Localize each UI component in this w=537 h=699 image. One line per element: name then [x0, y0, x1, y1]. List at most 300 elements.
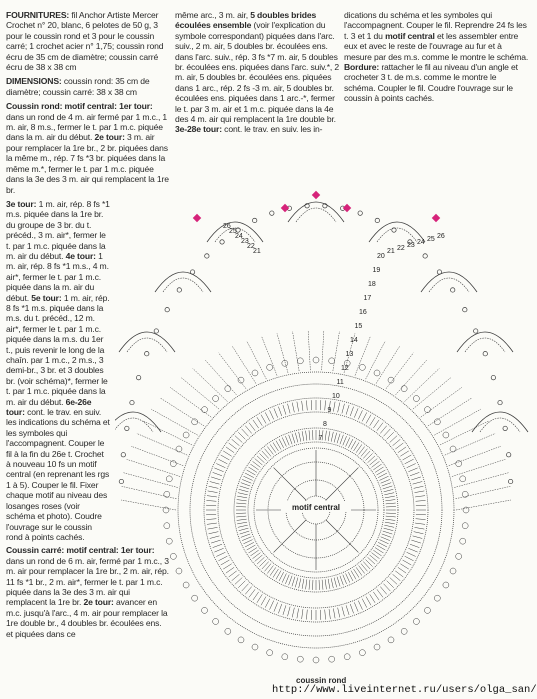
chart-chain-loop [344, 654, 350, 660]
chart-stitch [373, 420, 379, 428]
chart-chain-loop [329, 656, 335, 662]
chart-stitch [408, 548, 417, 552]
chart-picot [503, 426, 507, 430]
chart-stitch [309, 580, 310, 590]
chart-lattice-line [131, 446, 183, 466]
row-number-right: 25 [427, 236, 435, 243]
chart-stitch [346, 437, 350, 446]
row-number-left: 21 [253, 248, 261, 255]
watermark: http://www.liveinternet.ru/users/olga_san/ [272, 684, 537, 696]
chart-stitch [213, 544, 222, 547]
chart-stitch [213, 472, 222, 475]
chart-stitch [413, 482, 423, 485]
chart-stitch [384, 584, 391, 591]
chart-chain-loop [359, 650, 365, 656]
chart-stitch [306, 431, 307, 441]
chart-picot [270, 211, 274, 215]
chart-stitch [226, 567, 234, 573]
chart-stitch [334, 433, 337, 443]
chart-stitch [333, 402, 335, 412]
chart-stitch [395, 571, 403, 577]
chart-stitch [257, 594, 262, 602]
chart-chain-loop [424, 607, 430, 613]
chart-scallop [472, 412, 528, 432]
rond-t1-label: 1er tour: [119, 101, 153, 112]
chart-stitch [238, 432, 245, 439]
chart-stitch [236, 503, 246, 504]
chart-stitch [306, 579, 307, 589]
chart-stitch [211, 477, 221, 480]
chart-join-markers [193, 191, 440, 222]
chart-lattice-line [143, 421, 192, 445]
chart-stitch [377, 589, 383, 597]
chart-stitch [279, 439, 284, 448]
chart-stitch [309, 430, 310, 440]
chart-chain-loop [401, 628, 407, 634]
chart-lattice-line [413, 377, 451, 409]
chart-stitch [239, 489, 249, 492]
chart-lattice-line [277, 333, 288, 372]
chart-picot [130, 400, 134, 404]
row-number-right: 23 [407, 242, 415, 249]
chart-lattice-line [449, 446, 501, 466]
chart-stitch [241, 534, 250, 537]
chart-stitch [207, 496, 217, 497]
chart-stitch [245, 426, 251, 434]
chart-stitch [358, 601, 362, 610]
chart-lattice-line [405, 368, 440, 401]
row-number-right: 15 [354, 323, 363, 330]
chart-stitch [235, 578, 242, 585]
chart-stitch [377, 423, 383, 431]
chart-picot [437, 270, 441, 274]
chart-stitch [295, 578, 298, 588]
chart-stitch [302, 401, 303, 411]
chart-stitch [398, 447, 406, 453]
chart-stitch [379, 540, 388, 544]
chart-stitch [243, 540, 252, 544]
chart-stitch [216, 552, 225, 556]
chart-picot [491, 375, 495, 379]
rond-t2-label: 2e tour: [94, 132, 125, 143]
chart-chain-loop [238, 637, 244, 643]
chart-stitch [384, 489, 394, 492]
chart-stitch [242, 537, 251, 541]
chart-stitch [408, 468, 417, 472]
chart-stitch [331, 578, 333, 588]
row-number-right: 10 [332, 393, 340, 400]
row-number-right: 22 [397, 245, 405, 252]
chart-stitch [373, 592, 379, 600]
chart-stitch [306, 610, 307, 620]
chart-stitch [221, 560, 230, 565]
chart-picot [154, 329, 158, 333]
chart-lattice-line [292, 331, 299, 371]
chart-stitch [380, 426, 386, 434]
chart-stitch [416, 519, 426, 520]
chart-chain-loop [313, 657, 319, 663]
chart-chain-loop [460, 538, 466, 544]
chart-chain-loop [456, 553, 462, 559]
row-number-right: 16 [359, 309, 367, 316]
chart-picot [423, 254, 427, 258]
row-number-right: 18 [368, 281, 376, 288]
chart-stitch [386, 503, 396, 504]
chart-chain-loop [413, 396, 419, 402]
chart-chain-loop [267, 364, 273, 370]
chart-picot [177, 288, 181, 292]
chart-chain-loop [462, 523, 468, 529]
chart-stitch [405, 459, 414, 464]
chart-stitch [265, 412, 270, 421]
rond-t626-label: 6e-26e tour: [6, 396, 92, 418]
chart-chain-loop [202, 407, 208, 413]
chart-lattice-line [386, 353, 414, 389]
chart-stitch [292, 403, 294, 413]
chart-chain-loop [434, 595, 440, 601]
col3-text-c: rattacher le fil au niveau d'un angle et crocheter 3 t. de m.s. comme le montre le schéma. Coupler le fil. Coudre l'ouvrage sur le coussin à points cachés. [344, 62, 518, 104]
chart-chain-loop [163, 507, 169, 513]
chart-picot [506, 453, 510, 457]
chart-stitch [242, 479, 251, 483]
chart-stitch [253, 592, 259, 600]
chart-stitch [282, 573, 286, 582]
join-marker-diamond [281, 204, 289, 212]
chart-stitch [403, 455, 412, 460]
row-number-right: 26 [437, 233, 445, 240]
chart-stitch [390, 436, 397, 443]
chart-stitch [366, 597, 371, 606]
chart-lattice-line [124, 473, 178, 488]
row-number-right: 24 [417, 239, 425, 246]
chart-chain-loop [460, 476, 466, 482]
chart-stitch [380, 587, 386, 595]
chart-stitch [383, 486, 393, 489]
row-number-left: 22 [247, 243, 255, 250]
chart-stitch [278, 407, 281, 416]
chart-stitch [370, 594, 375, 602]
rond-t626-text: cont. le trav. en suiv. les indications du schéma et les symboles qui l'accompagnent. Couper le fil à la fin du 26e t. Crochet à nouveau 10 fs un motif central (en reprenant les rgs 1 à 5). Couper le fil. Fixer chaque motif au niveau des losanges roses (voir schéma et photo). Coudre l'ouvrage sur le coussin rond à points cachés. [6, 407, 110, 542]
row-number-left: 26 [223, 223, 231, 230]
chart-stitch [306, 400, 307, 410]
row-number-right: 9 [327, 407, 332, 414]
chart-stitch [329, 609, 330, 619]
chart-stitch [338, 608, 340, 618]
row-number-right: 20 [377, 253, 385, 260]
chart-stitch [210, 482, 220, 485]
join-marker-diamond [343, 204, 351, 212]
chart-chain-loop [164, 523, 170, 529]
instructions-column-right [344, 10, 530, 104]
col2-text-b: (voir l'explication du symbole correspondant) piquées dans l'arc. suiv., 2 m. air, 5 doubles br. écoulées ens. dans l'arc. suiv., rép. 3 fs *7 m. air, 5 doubles br. écoulées ens. piquées dans l'arc. suiv.*, 2 m. air, 5 doubles br. écoulées ens. piquées dans 1 arc., rép. 2 fs -3 m. air, 5 doubles br. écoulées ens. piquées dans 1 arc.-*, fermer le t. par 3 m. air et 1 m.c. piquée dans la 4e des 4 m. air qui remplacent la 1re double br. [175, 20, 340, 125]
col3-bold-b: Bordure: [344, 62, 380, 73]
chart-stitch [350, 407, 353, 416]
chart-stitch [383, 531, 393, 534]
row-number-right: 17 [363, 295, 372, 302]
chart-stitch [343, 575, 347, 584]
chart-chain-loop [164, 491, 170, 497]
chart-stitch [229, 443, 237, 449]
chart-picot [125, 426, 129, 430]
chart-stitch [279, 572, 284, 581]
chart-stitch [382, 534, 391, 537]
chart-stitch [337, 577, 340, 587]
chart-stitch [282, 437, 286, 446]
chart-stitch [297, 402, 299, 412]
chart-stitch [285, 436, 289, 445]
chart-lattice-line [396, 360, 427, 395]
chart-stitch [235, 436, 242, 443]
chart-stitch [288, 607, 291, 617]
carre-t1-label: 1er tour: [120, 545, 155, 556]
chart-stitch [411, 540, 421, 543]
chart-stitch [216, 464, 225, 468]
chart-chain-loop [282, 360, 288, 366]
chart-stitch [322, 580, 323, 590]
carre-title: Coussin carré: motif central: [6, 545, 119, 556]
chart-stitch [299, 578, 301, 588]
chart-picot [450, 288, 454, 292]
chart-stitch [261, 597, 266, 606]
chart-chain-loop [443, 432, 449, 438]
chart-chain-loop [297, 358, 303, 364]
chart-scallop-inner [163, 278, 203, 292]
chart-stitch [385, 496, 395, 498]
carre-t2-label: 2e tour: [83, 597, 114, 608]
chart-stitch [378, 473, 387, 478]
rond-t1-text: dans un rond de 4 m. air fermé par 1 m.c., 1 m. air, 8 m.s., fermer le t. par 1 m.c. piquée dans la m. air du début. [6, 111, 168, 143]
chart-stitch [289, 435, 292, 444]
chart-stitch [241, 483, 250, 486]
chart-stitch [289, 576, 292, 585]
chart-stitch [384, 493, 394, 495]
chart-stitch [325, 400, 326, 410]
chart-stitch [211, 540, 221, 543]
chart-scallop-inner [465, 338, 505, 352]
chart-stitch [398, 567, 406, 573]
chart-stitch [292, 577, 295, 587]
chart-chain-loop [456, 461, 462, 467]
chart-stitch [350, 604, 353, 613]
col3-text-b: et les assembler entre eux et avec le reste de l'ouvrage au fur et à mesure par des m.s. comme le montre le schéma. [344, 30, 529, 62]
chart-picot [220, 240, 224, 244]
chart-stitch [270, 601, 274, 610]
chart-chain-loop [213, 618, 219, 624]
chart-stitch [245, 587, 251, 595]
chart-chain-loop [374, 370, 380, 376]
chart-stitch [218, 556, 227, 561]
chart-stitch [381, 479, 390, 483]
chart-chain-loop [359, 364, 365, 370]
chart-stitch [237, 496, 247, 498]
chart-scallop [421, 272, 477, 292]
chart-scallop [155, 272, 211, 292]
chart-stitch [405, 556, 414, 561]
chart-stitch [385, 522, 395, 524]
chart-picot [145, 352, 149, 356]
chart-stitch [238, 525, 248, 527]
chart-picot [136, 375, 140, 379]
col2-bold-a: 5 doubles brides écoulées ensemble [175, 10, 317, 31]
chart-lattice-line [440, 421, 489, 445]
chart-stitch [403, 560, 412, 565]
chart-stitch [218, 459, 227, 464]
chart-chain-loop [225, 386, 231, 392]
chart-bottom-label: coussin rond [296, 676, 347, 685]
chart-stitch [328, 431, 330, 441]
chart-stitch [338, 403, 340, 413]
chart-chain-loop [176, 568, 182, 574]
center-label: motif central [291, 503, 341, 512]
chart-picot [375, 218, 379, 222]
chart-stitch [337, 434, 340, 444]
chart-stitch [379, 476, 388, 480]
chart-stitch [283, 605, 286, 615]
chart-chain-loop [462, 491, 468, 497]
chart-stitch [237, 519, 247, 520]
chart-stitch [245, 542, 254, 547]
chart-chain-loop [388, 637, 394, 643]
chart-stitch [354, 408, 358, 417]
chart-picot [498, 400, 502, 404]
chart-stitch [384, 525, 394, 527]
chart-stitch [285, 575, 289, 584]
carre-t1-text: dans un rond de 6 m. air, fermé par 1 m.c., 3 m. air pour remplacer la 1re br., 2 m. air, rép. 11 fs *1 br., 2 m. air*, fermer le t. par 1 m.c. piquée dans la 3e des 3 m. air qui remplacent la 1re br. [6, 555, 169, 608]
chart-stitch [292, 434, 295, 444]
fournitures-text: fil Anchor Artiste Mercer Crochet n° 20, blanc, 6 pelotes de 50 g, 3 pour le coussin rond et 3 pour le coussin carré; 1 crochet acier n° 1,75; coussin rond écru de 35 cm de diamètre; coussin carré écru de 38 x 38 cm [6, 10, 164, 73]
chart-stitch [384, 429, 391, 436]
chart-stitch [223, 564, 231, 569]
chart-picot [392, 228, 396, 232]
chart-picot [190, 270, 194, 274]
chart-stitch [407, 552, 416, 556]
chart-picot [165, 307, 169, 311]
row-number-right: 12 [341, 365, 349, 372]
chart-chain-loop [225, 628, 231, 634]
rond-t5-label: 5e tour: [31, 292, 62, 303]
chart-lattice-line [247, 341, 267, 379]
chart-stitch [206, 519, 216, 520]
chart-scallop [119, 332, 175, 352]
chart-stitch [325, 431, 326, 441]
chart-picot [358, 211, 362, 215]
chart-scallop-inner [429, 278, 469, 292]
chart-stitch [342, 607, 345, 617]
chart-stitch [278, 604, 281, 613]
col3-text-a: dications du schéma et les symboles qui l'accompagnent. Couper le fil. Reprendre 24 fs les t. 3 et 1 du [344, 10, 527, 41]
chart-stitch [214, 468, 223, 472]
chart-scallop-inner [127, 338, 167, 352]
chart-stitch [283, 405, 286, 415]
chart-stitch [366, 415, 371, 424]
chart-stitch [384, 528, 394, 531]
chart-stitch [238, 581, 245, 588]
chart-stitch [302, 579, 304, 589]
chart-stitch [414, 486, 424, 488]
chart-stitch [346, 573, 350, 582]
row-number-right: 14 [350, 337, 358, 344]
chart-stitch [354, 602, 358, 611]
chart-stitch [333, 608, 335, 618]
chart-picot [121, 453, 125, 457]
row-number-right: 8 [323, 421, 327, 428]
chart-chain-loop [166, 476, 172, 482]
chart-stitch [297, 608, 299, 618]
chart-stitch [381, 537, 390, 541]
chart-stitch [210, 536, 220, 539]
chart-stitch [346, 605, 349, 615]
chart-stitch [413, 536, 423, 539]
chart-stitch [302, 609, 303, 619]
chart-stitch [208, 527, 218, 529]
chart-lattice-line [181, 377, 219, 409]
row-number-left: 23 [241, 238, 249, 245]
row-number-left: 24 [235, 233, 243, 240]
rond-t4-text: 1 m. air, rép. 8 fs *1 m.s., 4 m. air*, fermer le t. par 1 m.c. piquée dans la m. air du début. [6, 250, 109, 303]
chart-stitch [209, 532, 219, 534]
row-number-right: 7 [318, 435, 323, 442]
chart-lattice-line [456, 500, 511, 510]
chart-stitch [236, 516, 246, 517]
chart-scallop-inner [480, 418, 520, 432]
chart-chain-loop [424, 407, 430, 413]
chart-stitch [292, 608, 294, 618]
row-numbers-right [319, 233, 445, 442]
chart-scallop [457, 332, 513, 352]
chart-stitch [387, 432, 394, 439]
chart-stitch [385, 519, 395, 520]
chart-stitch [253, 420, 259, 428]
col2-text-a: même arc., 3 m. air, [175, 10, 248, 20]
chart-stitch [206, 500, 216, 501]
chart-stitch [240, 531, 250, 534]
chart-lattice-line [151, 409, 197, 435]
chart-stitch [342, 404, 345, 414]
chart-stitch [362, 412, 367, 421]
chart-chain-loop [183, 582, 189, 588]
chart-chain-loop [176, 446, 182, 452]
chart-stitch [334, 578, 337, 588]
chart-stitch [240, 486, 250, 489]
instructions-column-middle [175, 10, 340, 135]
chart-stitch [400, 451, 408, 456]
chart-stitch [299, 432, 301, 442]
chart-lattice-line [333, 331, 340, 371]
chart-picot [252, 218, 256, 222]
row-number-right: 19 [372, 267, 381, 274]
chart-chain-loop [374, 644, 380, 650]
chart-stitch [226, 447, 234, 453]
chart-chain-loop [450, 568, 456, 574]
chart-stitch [370, 417, 375, 425]
chart-stitch [245, 473, 254, 478]
chart-stitch [385, 500, 395, 501]
chart-picot [463, 307, 467, 311]
col3-bold-a: motif central [385, 30, 435, 41]
chart-stitch [249, 589, 255, 597]
chart-stitch [362, 599, 367, 608]
chart-chain-loop [183, 432, 189, 438]
rond-t5-text: 1 m. air, rép. 8 fs *1 m.s. piquée dans la m.s. du t. précéd., 12 m. air*, fermer le t. par 1 m.c. piquée dans la m.s. du 1er t., puis revenir le long de la chaîn. par 1 m.c., 2 m.s., 3 demi-br., 3 br. et 3 doubles br. (voir schéma)*, fermer le t. par 1 m.c. piquée dans la m. air du début. [6, 292, 110, 407]
chart-stitch [328, 579, 330, 589]
row-numbers-left [223, 223, 261, 255]
chart-stitch [325, 610, 326, 620]
chart-stitch [393, 439, 401, 445]
chart-picot [205, 254, 209, 258]
chart-stitch [348, 439, 353, 448]
chart-stitch [232, 439, 240, 445]
dimensions-text: coussin rond: 35 cm de diamètre; coussin carré: 38 x 38 cm [6, 76, 150, 97]
